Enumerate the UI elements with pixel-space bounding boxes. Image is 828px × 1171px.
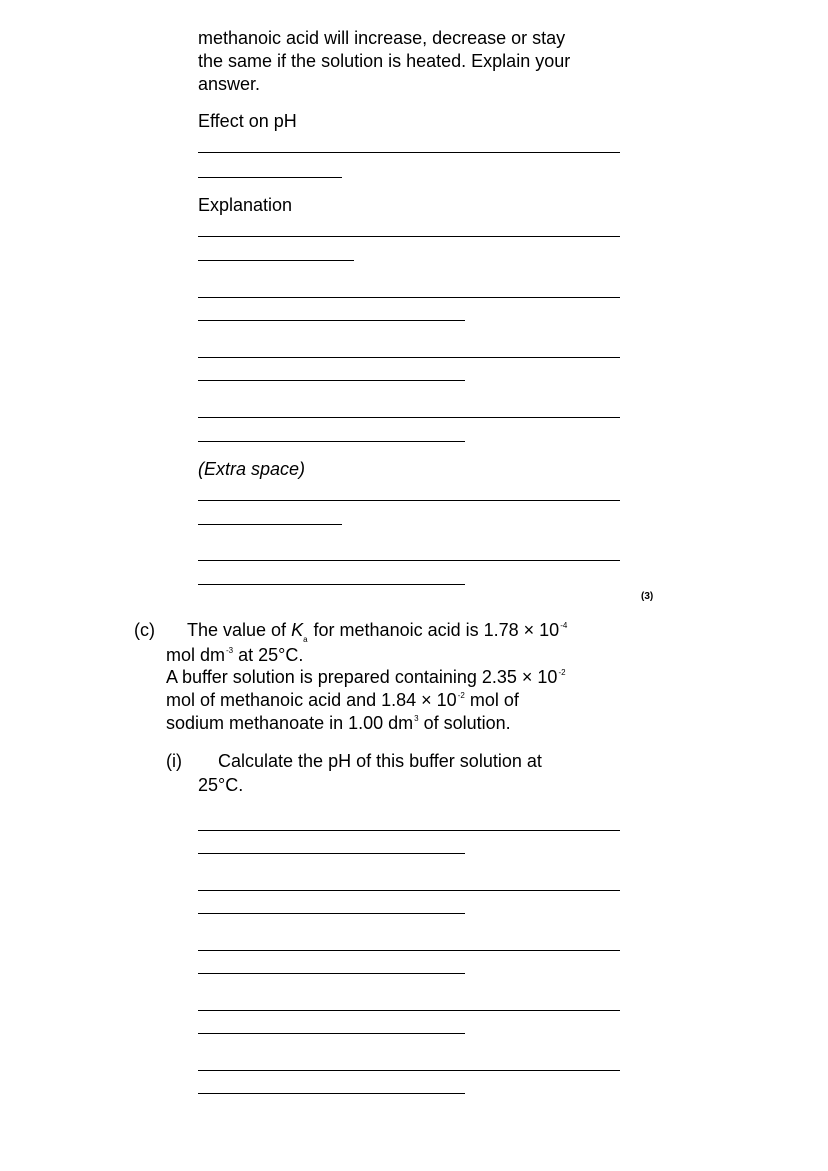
buffer-line1-exponent: -2 — [558, 668, 566, 677]
question-text-line-3: answer. — [198, 74, 261, 94]
question-text-line-1: methanoic acid will increase, decrease or stay — [198, 28, 566, 48]
answer-line — [198, 236, 620, 237]
buffer-line3-exponent: 3 — [414, 714, 419, 723]
part-c-i-question-line-1: Calculate the pH of this buffer solution at — [218, 751, 542, 771]
ka-statement-line-1 — [187, 619, 567, 645]
buffer-statement-line-3 — [166, 712, 511, 738]
effect-on-ph-label: Effect on pH — [198, 111, 297, 131]
ka-symbol: K — [291, 620, 304, 640]
answer-line — [198, 320, 465, 321]
answer-line — [198, 1033, 465, 1034]
answer-line — [198, 913, 465, 914]
ka-rest: for methanoic acid is 1.78 × 10 — [308, 620, 560, 640]
extra-space-label: (Extra space) — [198, 459, 306, 479]
buffer-line2-exponent: -2 — [457, 691, 465, 700]
answer-line — [198, 297, 620, 298]
buffer-line2-rest: mol of — [464, 690, 519, 710]
units-rest: at 25°C. — [233, 645, 304, 665]
answer-line — [198, 524, 342, 525]
answer-line — [198, 1070, 620, 1071]
ka-prefix: The value of — [187, 620, 292, 640]
ka-exponent: -4 — [560, 621, 568, 630]
answer-line — [198, 973, 465, 974]
answer-line — [198, 380, 465, 381]
units-prefix: mol dm — [166, 645, 226, 665]
answer-line — [198, 500, 620, 501]
answer-line — [198, 890, 620, 891]
buffer-line3-rest: of solution. — [418, 713, 511, 733]
explanation-label: Explanation — [198, 195, 293, 215]
buffer-line2-prefix: mol of methanoic acid and 1.84 × 10 — [166, 690, 457, 710]
marks-allocation: (3) — [641, 591, 654, 602]
units-exponent: -3 — [226, 646, 234, 655]
part-c-i-question-line-2: 25°C. — [198, 775, 244, 795]
answer-line — [198, 1010, 620, 1011]
answer-line — [198, 853, 465, 854]
buffer-line3-prefix: sodium methanoate in 1.00 dm — [166, 713, 414, 733]
answer-line — [198, 152, 620, 153]
buffer-line1-prefix: A buffer solution is prepared containing 2.35 × 10 — [166, 667, 558, 687]
answer-line — [198, 357, 620, 358]
answer-line — [198, 560, 620, 561]
answer-line — [198, 441, 465, 442]
answer-line — [198, 950, 620, 951]
answer-line — [198, 417, 620, 418]
question-text-line-2: the same if the solution is heated. Explain your — [198, 51, 571, 71]
answer-line — [198, 830, 620, 831]
answer-line — [198, 584, 465, 585]
answer-line — [198, 1093, 465, 1094]
answer-line — [198, 177, 342, 178]
part-c-label: (c) — [134, 620, 155, 640]
answer-line — [198, 260, 354, 261]
part-c-i-label: (i) — [166, 751, 182, 771]
ka-subscript: a — [303, 635, 308, 644]
